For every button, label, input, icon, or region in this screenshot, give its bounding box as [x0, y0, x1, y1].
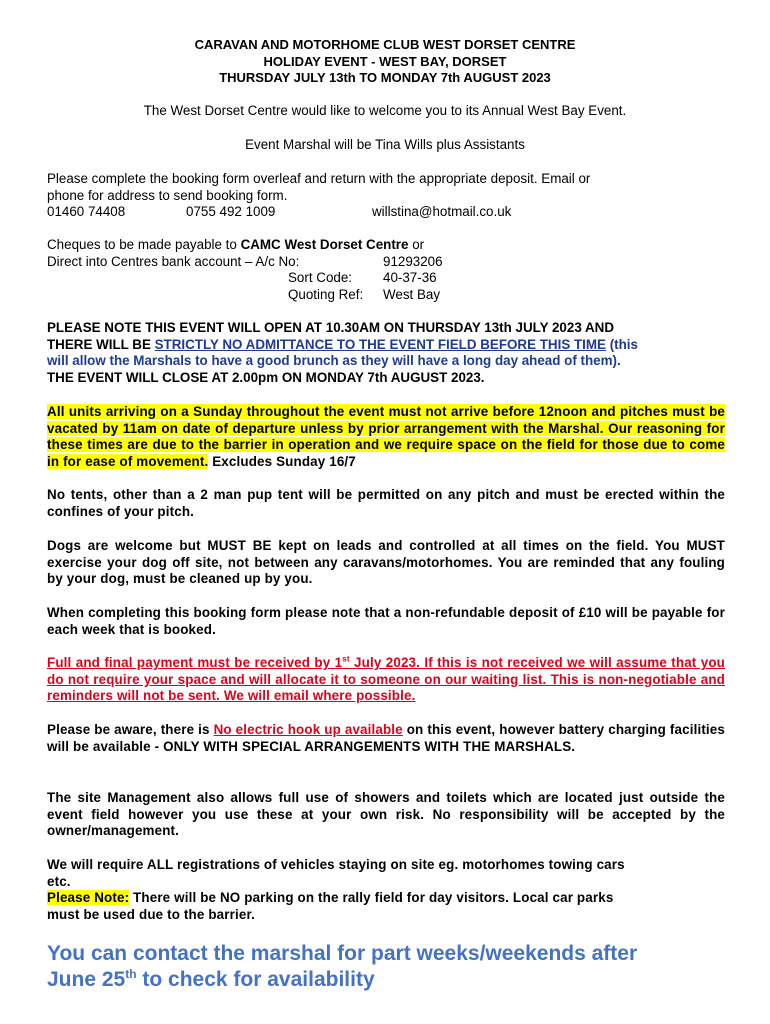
closing-notice: THE EVENT WILL CLOSE AT 2.00pm ON MONDAY 7th AUGUST 2023. — [47, 369, 485, 385]
notice-line-1: PLEASE NOTE THIS EVENT WILL OPEN AT 10.30AM ON THURSDAY 13th JULY 2023 AND — [47, 320, 614, 335]
sort-code-label: Sort Code: — [288, 270, 353, 286]
contact-marshal-heading — [47, 941, 747, 993]
final-payment-warning — [47, 655, 725, 705]
welcome-text: The West Dorset Centre would like to welcome you to its Annual West Bay Event. — [143, 103, 627, 118]
parking-note-2: must be used due to the barrier. — [47, 906, 255, 922]
excludes-note: Excludes Sunday 16/7 — [208, 453, 356, 469]
contact-line-2 — [47, 967, 747, 993]
parking-note — [47, 890, 725, 907]
highlighted-sunday-rules: All units arriving on a Sunday throughout the event must not arrive before 12noon and pitches must be vacated by 11am on date of departure unless by prior arrangement with the Marshal. Our reasoning for these times are due to the barrier in operation and we require space on the field for those due to come in for ease of movement. — [47, 404, 725, 469]
site-facilities-notice: The site Management also allows full use of showers and toilets which are located just outside the event field however you use these at your own risk. No responsibility will be accepted by the owner/management. — [47, 790, 725, 839]
direct-label: Direct into Centres bank account – A/c No: — [47, 253, 300, 269]
booking-line-2: phone for address to send booking form. — [47, 187, 288, 203]
electric-suffix: on this event, however battery charging facilities will be available - ONLY WITH SPECIAL ARRANGEMENTS WITH THE MARSHALS. — [47, 722, 725, 754]
reference-label: Quoting Ref: — [288, 286, 364, 302]
marshal-text: Event Marshal will be Tina Wills plus Assistants — [245, 137, 525, 152]
notice-prefix: THERE WILL BE — [47, 336, 155, 352]
reference-value: West Bay — [383, 286, 441, 302]
ordinal-suffix: st — [342, 654, 350, 664]
parking-note-text: There will be NO parking on the rally field for day visitors. Local car parks — [129, 890, 614, 906]
booking-line-1: Please complete the booking form overleaf and return with the appropriate deposit. Email or — [47, 171, 591, 186]
notice-line-3: will allow the Marshals to have a good brunch as they will have a long day ahead of them). — [47, 353, 621, 369]
opening-notice — [47, 320, 725, 386]
sunday-arrival-notice — [47, 404, 725, 470]
phone-1: 01460 74408 — [47, 204, 126, 220]
header-subtitle: HOLIDAY EVENT - WEST BAY, DORSET — [263, 53, 507, 69]
payee-name: CAMC West Dorset Centre — [240, 237, 409, 252]
electric-prefix: Please be aware, there is — [47, 722, 214, 737]
payment-warning-rest: July 2023. If this is not received we will assume that you do not require your space and will allocate it to someone on our waiting list. This is non-negotiable and reminders will not be sent. We will email where possible. — [47, 655, 725, 704]
contact-date: June 25 — [47, 968, 126, 991]
email-address[interactable]: willstina@hotmail.co.uk — [372, 204, 512, 220]
header-dates: THURSDAY JULY 13th TO MONDAY 7th AUGUST 2023 — [219, 70, 551, 85]
sort-code-value: 40-37-36 — [383, 270, 437, 286]
header-title: CARAVAN AND MOTORHOME CLUB WEST DORSET CENTRE — [194, 37, 576, 52]
cheque-line — [47, 237, 725, 254]
cheque-prefix: Cheques to be made payable to — [47, 237, 241, 252]
account-line — [47, 254, 725, 271]
reference-line — [47, 287, 725, 304]
document-header — [0, 37, 770, 87]
registration-line-2: etc. — [47, 873, 71, 889]
registration-notice — [47, 857, 725, 923]
notice-line-2 — [47, 337, 725, 354]
electric-notice — [47, 722, 725, 755]
contact-row — [47, 204, 725, 221]
booking-instructions — [47, 171, 725, 221]
no-electric-hookup: No electric hook up available — [213, 722, 403, 737]
please-note-label: Please Note: — [47, 890, 130, 906]
contact-ordinal: th — [125, 967, 137, 981]
notice-blue-suffix: (this — [605, 336, 638, 352]
contact-rest: to check for availability — [136, 968, 375, 991]
contact-line-1: You can contact the marshal for part weeks/weekends after — [47, 942, 638, 965]
registration-line-1: We will require ALL registrations of vehicles staying on site eg. motorhomes towing cars — [47, 857, 625, 872]
payment-details — [47, 237, 725, 303]
dogs-policy: Dogs are welcome but MUST BE kept on leads and controlled at all times on the field. You MUST exercise your dog off site, not between any caravans/motorhomes. You are reminded that any fouling by your dog, must be cleaned up by you. — [47, 538, 725, 587]
payment-warning-start: Full and final payment must be received by 1 — [47, 655, 343, 670]
deposit-note: When completing this booking form please note that a non-refundable deposit of £10 will be payable for each week that is booked. — [47, 605, 725, 637]
sort-code-line — [47, 270, 725, 287]
phone-2: 0755 492 1009 — [186, 204, 276, 220]
tents-policy: No tents, other than a 2 man pup tent will be permitted on any pitch and must be erected within the confines of your pitch. — [47, 487, 725, 519]
account-number: 91293206 — [383, 253, 443, 269]
cheque-suffix: or — [408, 237, 425, 252]
no-admittance-notice: STRICTLY NO ADMITTANCE TO THE EVENT FIELD BEFORE THIS TIME — [154, 336, 606, 352]
